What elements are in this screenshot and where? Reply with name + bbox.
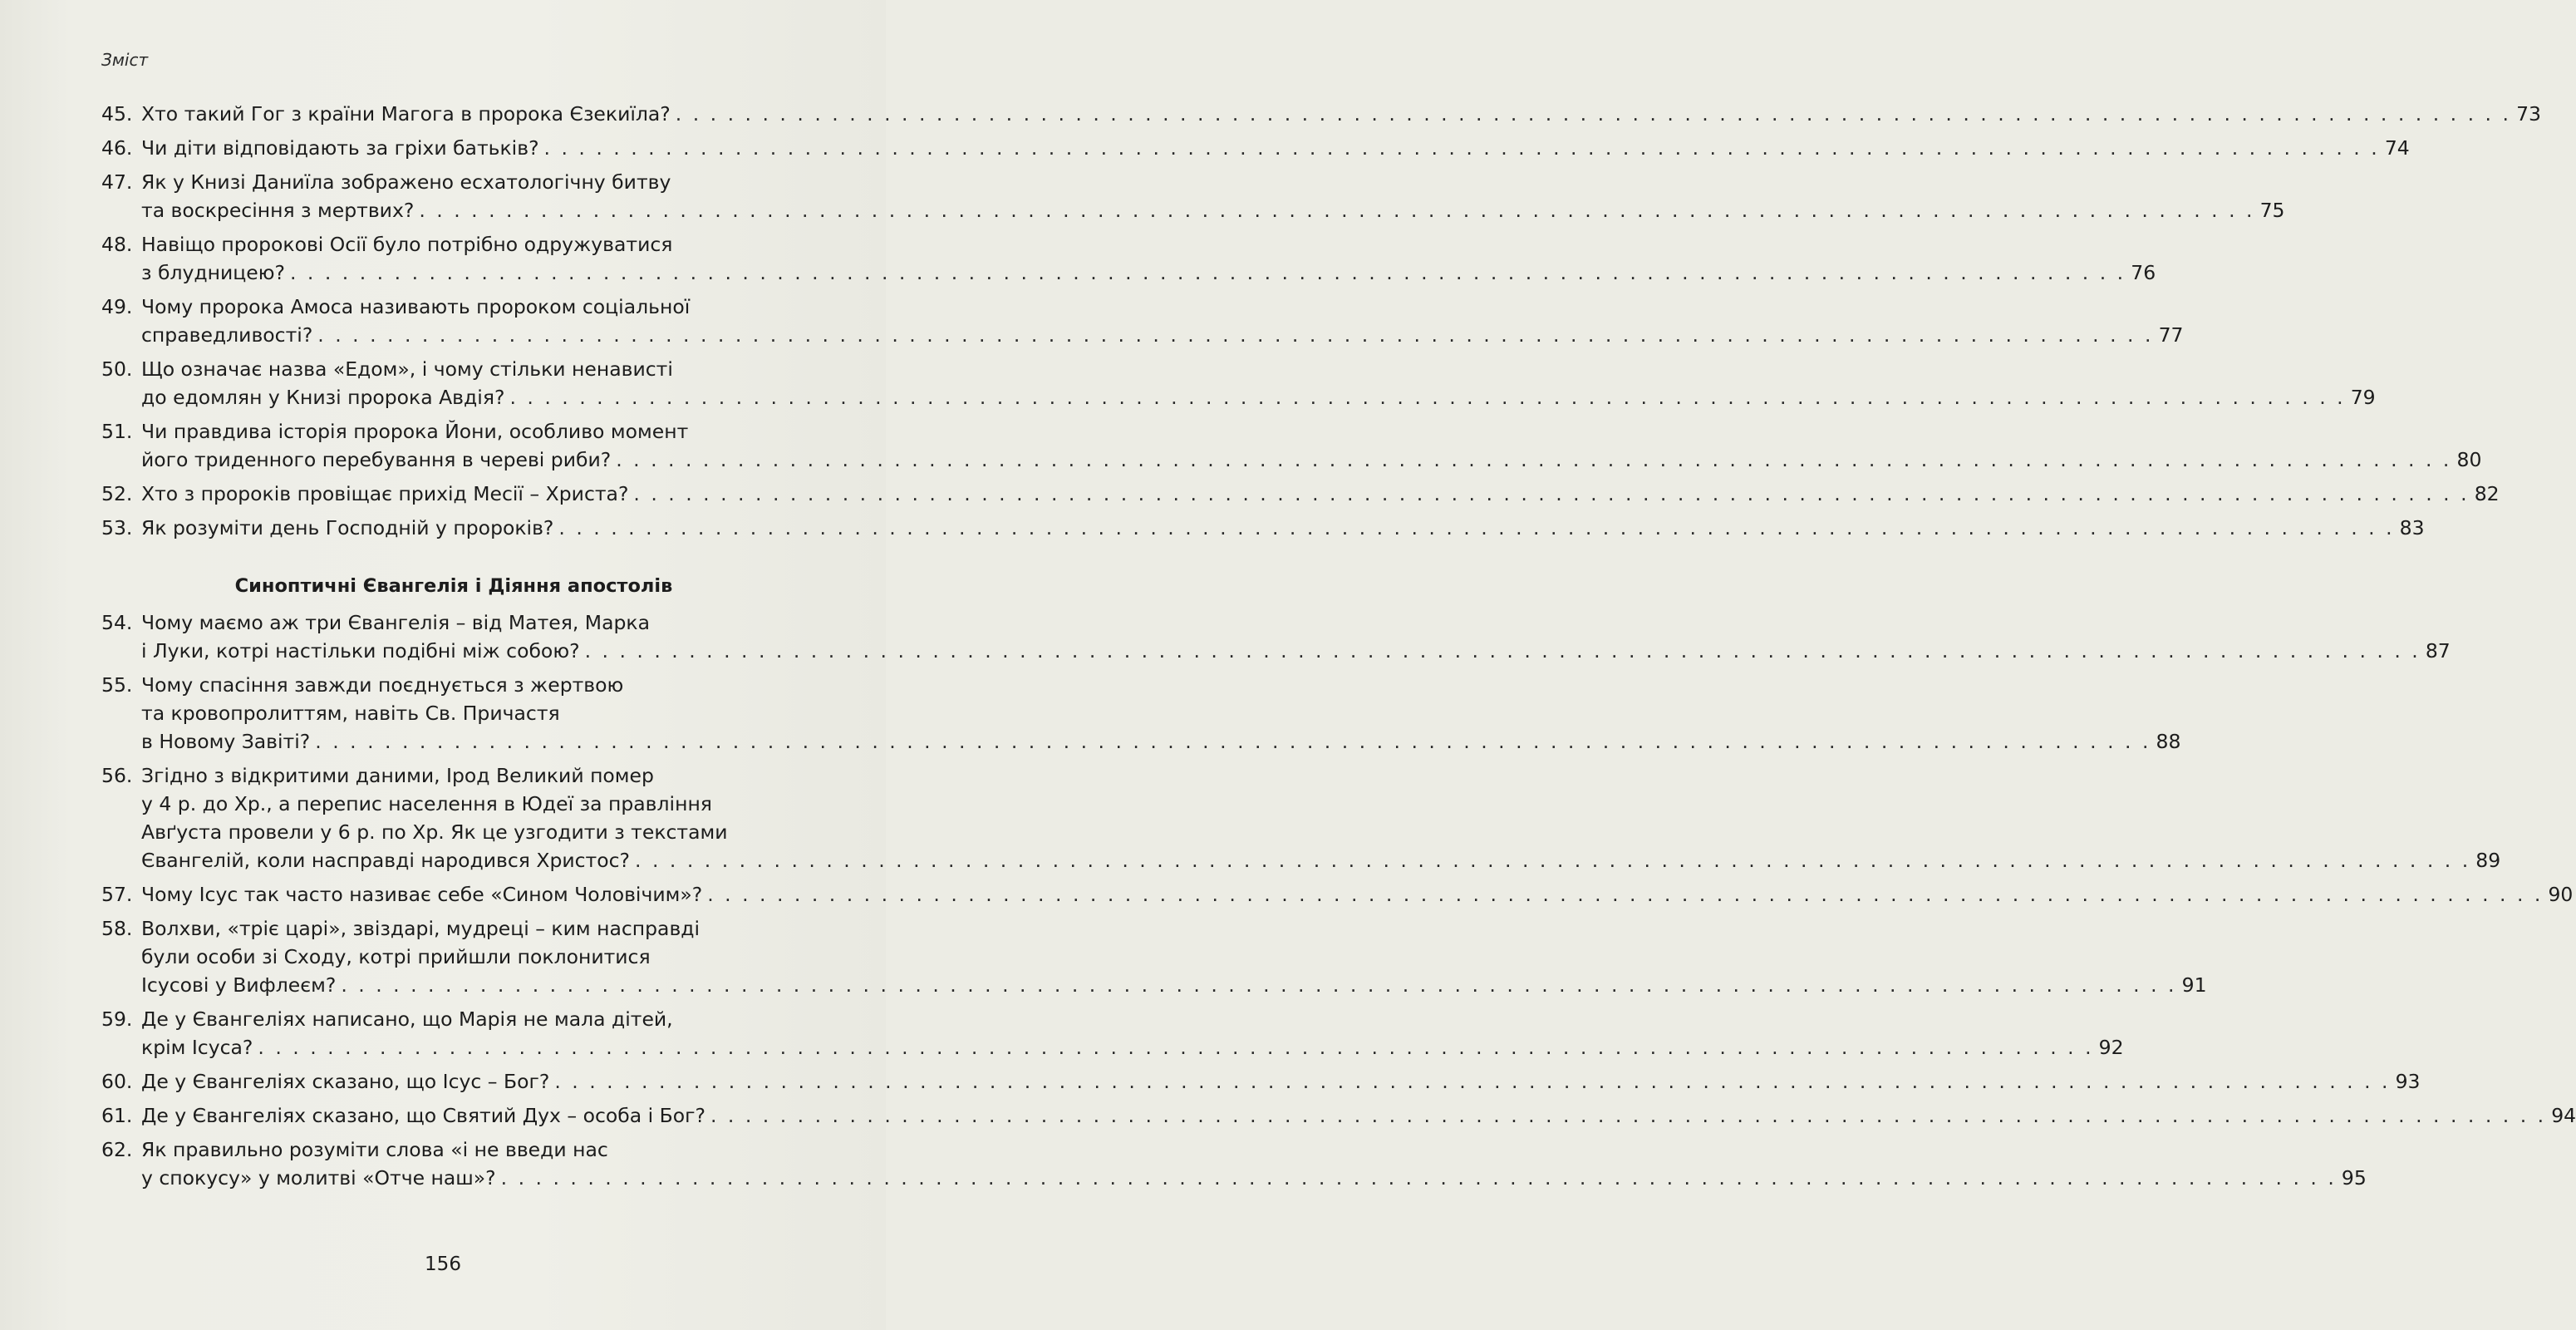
toc-entry-page: 89 <box>2475 849 2501 872</box>
leader-dots <box>616 446 2451 474</box>
toc-entry[interactable] <box>101 514 2425 542</box>
toc-entry-page: 74 <box>2384 136 2410 160</box>
toc-entry-first-line <box>101 761 806 790</box>
toc-entry-number: 62. <box>101 1138 133 1161</box>
toc-entry-number: 52. <box>101 482 133 505</box>
toc-entry-title-line: Де у Євангеліях сказано, що Святий Дух – особа і Бог? <box>141 1104 705 1127</box>
toc-entry-last-line <box>101 971 2207 999</box>
toc-entry-title-line: Як правильно розуміти слова «і не введи нас <box>141 1138 608 1161</box>
toc-entry-first-line <box>101 168 806 196</box>
toc-entry-number: 53. <box>101 516 133 539</box>
toc-entry-title-line: Як у Книзі Даниїла зображено есхатологічну битву <box>141 170 671 194</box>
toc-entry-page: 94 <box>2551 1104 2576 1127</box>
leader-dots <box>585 637 2421 665</box>
toc-entry[interactable] <box>101 1067 2421 1096</box>
toc-entry-title-line: Євангелій, коли насправді народився Христос? <box>141 849 631 872</box>
toc-entry-title-line: Волхви, «тріє царі», звіздарі, мудреці – ким насправді <box>141 917 701 940</box>
toc-entry-last-line <box>101 637 2451 665</box>
toc-entry-title-line: Що означає назва «Едом», і чому стільки ненависті <box>141 357 673 381</box>
toc-entry-title-line: Ісусові у Вифлеєм? <box>141 973 337 997</box>
leader-dots <box>633 480 2469 508</box>
table-of-contents <box>101 100 2576 1198</box>
toc-entry-title-line: з блудницею? <box>141 261 285 284</box>
toc-entry-title-line: та кровопролиттям, навіть Св. Причастя <box>141 702 560 725</box>
toc-entry-last-line <box>101 880 2574 909</box>
toc-entry-title-line: Хто з пророків провіщає прихід Месії – Христа? <box>141 482 629 505</box>
toc-entry-page: 75 <box>2259 199 2285 222</box>
leader-dots <box>501 1164 2337 1192</box>
leader-dots <box>258 1033 2093 1062</box>
toc-entry-title-line: крім Ісуса? <box>141 1036 253 1059</box>
toc-entry-page: 82 <box>2474 482 2500 505</box>
toc-entry-last-line <box>101 383 2376 411</box>
section-heading: Синоптичні Євангелія і Діяння апостолів <box>234 575 673 597</box>
toc-entry-page: 95 <box>2341 1166 2367 1190</box>
leader-dots <box>710 1101 2546 1130</box>
toc-entry-number: 55. <box>101 673 133 697</box>
leader-dots <box>341 971 2176 999</box>
toc-entry-number: 47. <box>101 170 133 194</box>
toc-entry-title-line: у 4 р. до Хр., а перепис населення в Юдеї за правління <box>141 792 712 815</box>
leader-dots <box>509 383 2345 411</box>
toc-entry[interactable] <box>101 230 2156 287</box>
toc-entry-number: 46. <box>101 136 133 160</box>
toc-entry[interactable] <box>101 761 2501 874</box>
toc-entry-first-line <box>101 417 806 446</box>
leader-dots <box>290 259 2126 287</box>
toc-entry-page: 91 <box>2181 973 2207 997</box>
toc-entry-title-line: Як розуміти день Господній у пророків? <box>141 516 554 539</box>
toc-entry-number: 45. <box>101 102 133 126</box>
toc-entry-page: 80 <box>2456 448 2482 471</box>
toc-entry-first-line <box>101 671 806 699</box>
toc-entry-page: 88 <box>2156 730 2181 753</box>
toc-entry-title-line: Чому спасіння завжди поєднується з жертвою <box>141 673 624 697</box>
toc-entry-page: 90 <box>2548 883 2574 906</box>
toc-entry-title-line: і Луки, котрі настільки подібні між собою? <box>141 639 580 663</box>
toc-entry-number: 51. <box>101 420 133 443</box>
toc-entry-title-line: в Новому Завіті? <box>141 730 311 753</box>
toc-entry[interactable] <box>101 914 2207 999</box>
toc-entry[interactable] <box>101 417 2482 474</box>
toc-entry[interactable] <box>101 480 2500 508</box>
toc-entry-number: 48. <box>101 233 133 256</box>
toc-entry-number: 59. <box>101 1007 133 1031</box>
toc-entry[interactable] <box>101 168 2285 224</box>
toc-entry-first-line <box>101 914 806 943</box>
toc-entry-title-line: справедливості? <box>141 323 313 347</box>
toc-entry-last-line <box>101 100 2541 128</box>
toc-entry-first-line <box>101 1135 806 1164</box>
toc-entry-title-line: Де у Євангеліях сказано, що Ісус – Бог? <box>141 1070 550 1093</box>
toc-entry-title-line: Хто такий Гог з країни Магога в пророка Єзекиїла? <box>141 102 671 126</box>
toc-entry[interactable] <box>101 880 2574 909</box>
toc-entry-last-line <box>101 1164 2367 1192</box>
toc-entry-last-line <box>101 259 2156 287</box>
toc-entry-first-line <box>101 1005 806 1033</box>
toc-entry-number: 50. <box>101 357 133 381</box>
toc-entry[interactable] <box>101 1005 2124 1062</box>
toc-entry-last-line <box>101 1067 2421 1096</box>
toc-entry-page: 92 <box>2098 1036 2124 1059</box>
toc-entry[interactable] <box>101 671 2181 756</box>
toc-entry-last-line <box>101 514 2425 542</box>
leader-dots <box>544 134 2380 162</box>
toc-entry-last-line <box>101 446 2482 474</box>
leader-dots <box>317 321 2153 349</box>
toc-entry-title-line: Авґуста провели у 6 р. по Хр. Як це узгодити з текстами <box>141 820 728 844</box>
toc-entry[interactable] <box>101 293 2184 349</box>
toc-entry-title-line: до едомлян у Книзі пророка Авдія? <box>141 386 505 409</box>
toc-entry-title-line: Навіщо пророкові Осії було потрібно одружуватися <box>141 233 673 256</box>
toc-entry-last-line <box>101 846 2501 874</box>
toc-entry-page: 87 <box>2425 639 2451 663</box>
toc-entry-title-line: Чи діти відповідають за гріхи батьків? <box>141 136 539 160</box>
toc-entry-title-line: Чому Ісус так часто називає себе «Сином Чоловічим»? <box>141 883 703 906</box>
toc-entry-first-line <box>101 608 806 637</box>
page-number: 156 <box>425 1254 461 1275</box>
toc-entry-first-line <box>101 230 806 259</box>
toc-entry-number: 56. <box>101 764 133 787</box>
toc-entry[interactable] <box>101 1101 2576 1130</box>
toc-entry[interactable] <box>101 355 2376 411</box>
toc-entry-title-line: були особи зі Сходу, котрі прийшли поклонитися <box>141 945 651 968</box>
toc-entry-last-line <box>101 727 2181 756</box>
toc-group-gospels <box>101 608 2576 1192</box>
toc-entry-last-line <box>101 480 2500 508</box>
leader-dots <box>635 846 2470 874</box>
toc-entry-last-line <box>101 1101 2576 1130</box>
toc-entry-title-line: Де у Євангеліях написано, що Марія не мала дітей, <box>141 1007 673 1031</box>
leader-dots <box>419 196 2254 224</box>
toc-entry-page: 77 <box>2158 323 2184 347</box>
toc-group-prophets <box>101 100 2541 542</box>
toc-entry-title-line: у спокусу» у молитві «Отче наш»? <box>141 1166 496 1190</box>
toc-entry-number: 61. <box>101 1104 133 1127</box>
toc-entry-title-line: Чому пророка Амоса називають пророком соціальної <box>141 295 691 318</box>
toc-entry-number: 54. <box>101 611 133 634</box>
toc-entry-number: 49. <box>101 295 133 318</box>
toc-entry[interactable] <box>101 608 2451 665</box>
leader-dots <box>707 880 2543 909</box>
toc-entry-number: 60. <box>101 1070 133 1093</box>
toc-entry-number: 58. <box>101 917 133 940</box>
toc-entry-title-line: Чи правдива історія пророка Йони, особливо момент <box>141 420 689 443</box>
toc-entry[interactable] <box>101 1135 2367 1192</box>
leader-dots <box>315 727 2151 756</box>
toc-entry-title-line: Чому маємо аж три Євангелія – від Матея, Марка <box>141 611 650 634</box>
leader-dots <box>676 100 2511 128</box>
toc-entry-title-line: Згідно з відкритими даними, Ірод Великий помер <box>141 764 654 787</box>
toc-entry-first-line <box>101 293 806 321</box>
toc-entry-last-line <box>101 321 2184 349</box>
toc-entry-page: 93 <box>2395 1070 2421 1093</box>
toc-entry-last-line <box>101 134 2410 162</box>
toc-entry-number: 57. <box>101 883 133 906</box>
toc-entry-last-line <box>101 1033 2124 1062</box>
toc-entry[interactable] <box>101 100 2541 128</box>
toc-entry-page: 76 <box>2131 261 2156 284</box>
toc-entry[interactable] <box>101 134 2410 162</box>
toc-entry-first-line <box>101 355 806 383</box>
running-head: Зміст <box>101 50 149 70</box>
leader-dots <box>558 514 2394 542</box>
toc-entry-title-line: його триденного перебування в череві риби? <box>141 448 612 471</box>
toc-entry-page: 73 <box>2516 102 2541 126</box>
leader-dots <box>554 1067 2390 1096</box>
toc-entry-last-line <box>101 196 2285 224</box>
toc-entry-page: 79 <box>2350 386 2376 409</box>
toc-entry-title-line: та воскресіння з мертвих? <box>141 199 415 222</box>
toc-entry-page: 83 <box>2399 516 2425 539</box>
